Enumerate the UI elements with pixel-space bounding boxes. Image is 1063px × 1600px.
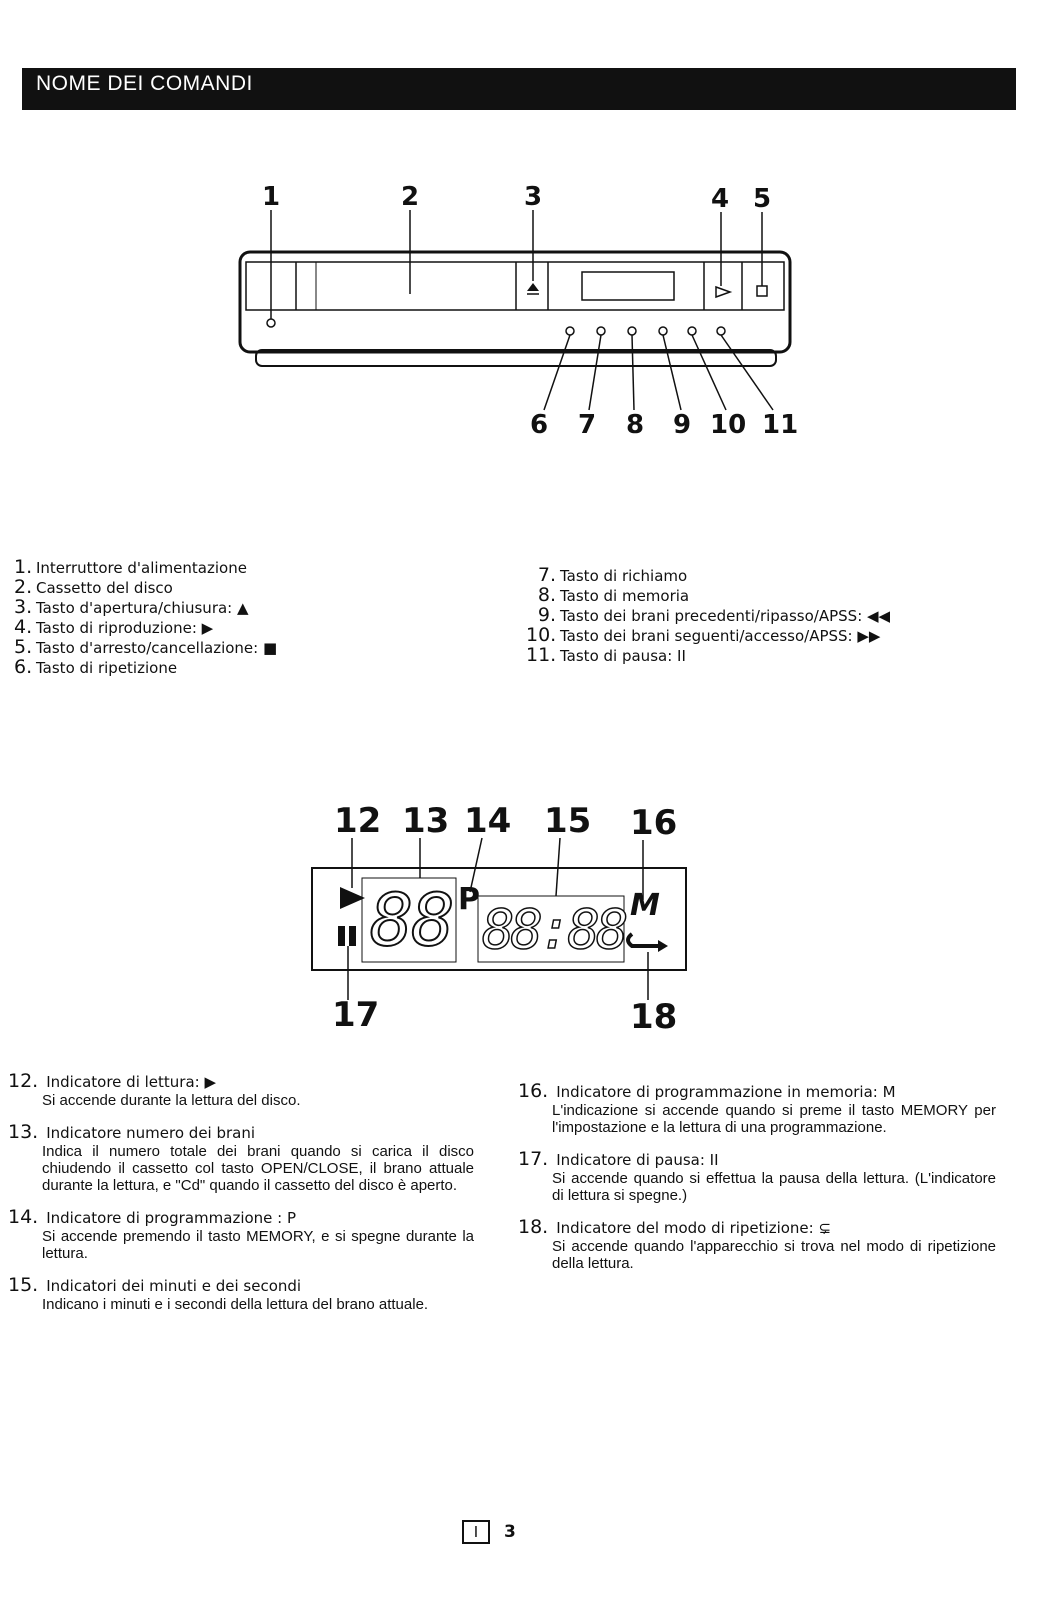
section-title: NOME DEI COMANDI bbox=[36, 72, 253, 95]
indicator-item: 13. Indicatore numero dei brani Indica il numero totale dei brani quando si carica il disco chiudendo il cassetto col tasto OPEN/CLOSE, il brano attuale durante la lettura, e "Cd" quando il cassetto del disco è aperto. bbox=[8, 1121, 474, 1194]
controls-list-right bbox=[526, 566, 890, 666]
callout-16: 16 bbox=[630, 803, 678, 843]
eject-symbol-icon bbox=[527, 283, 539, 291]
indicator-item: 17. Indicatore di pausa: II Si accende quando si effettua la pausa della lettura. (L'indicatore di lettura si spegne.) bbox=[518, 1148, 996, 1204]
callout-9: 9 bbox=[673, 410, 692, 440]
pause-indicator-bar-left bbox=[338, 926, 345, 946]
callout-13: 13 bbox=[402, 801, 450, 841]
list-item: 2. Cassetto del disco bbox=[14, 576, 173, 598]
callout-11: 11 bbox=[762, 410, 799, 440]
stop-symbol-icon bbox=[757, 286, 767, 296]
indicator-item: 12. Indicatore di lettura: ▶ Si accende durante la lettura del disco. bbox=[8, 1070, 301, 1109]
callout-18: 18 bbox=[630, 997, 678, 1037]
callout-7: 7 bbox=[578, 410, 597, 440]
page-number: 3 bbox=[504, 1522, 516, 1542]
callout-5: 5 bbox=[753, 184, 772, 214]
track-digits: 88 bbox=[370, 878, 453, 962]
power-switch-icon bbox=[267, 319, 275, 327]
list-item: 11. Tasto di pausa: II bbox=[526, 644, 686, 666]
callout-14: 14 bbox=[464, 801, 512, 841]
pause-indicator-bar-right bbox=[349, 926, 356, 946]
indicator-item: 16. Indicatore di programmazione in memoria: M L'indicazione si accende quando si preme il tasto MEMORY per l'impostazione e la lettura di una programmazione. bbox=[518, 1080, 996, 1136]
callout-4: 4 bbox=[711, 184, 730, 214]
callout-6: 6 bbox=[530, 410, 549, 440]
list-item: 10. Tasto dei brani seguenti/accesso/APSS: ▶▶ bbox=[526, 624, 881, 646]
list-item: 4. Tasto di riproduzione: ▶ bbox=[14, 616, 214, 638]
list-item: 6. Tasto di ripetizione bbox=[14, 656, 178, 678]
list-item: 7. Tasto di richiamo bbox=[537, 564, 688, 586]
list-item: 5. Tasto d'arresto/cancellazione: ■ bbox=[14, 636, 278, 658]
p-symbol: P bbox=[458, 882, 480, 917]
list-item: 9. Tasto dei brani precedenti/ripasso/APSS: ◀◀ bbox=[537, 604, 891, 626]
play-symbol-icon bbox=[716, 287, 730, 297]
indicator-item: 14. Indicatore di programmazione : P Si accende premendo il tasto MEMORY, e si spegne durante la lettura. bbox=[8, 1206, 474, 1262]
callout-12: 12 bbox=[334, 801, 382, 841]
callout-15: 15 bbox=[544, 801, 592, 841]
panel-small-buttons bbox=[566, 327, 725, 335]
controls-list-left bbox=[14, 558, 277, 678]
play-indicator-icon bbox=[340, 887, 365, 909]
list-item: 3. Tasto d'apertura/chiusura: ▲ bbox=[14, 596, 249, 618]
time-digits: 88:88 bbox=[482, 898, 625, 961]
bottom-leader-lines bbox=[544, 335, 773, 410]
indicator-item: 18. Indicatore del modo di ripetizione: ⊊ Si accende quando l'apparecchio si trova nel modo di ripetizione della lettura. bbox=[518, 1216, 996, 1272]
m-symbol: M bbox=[630, 888, 660, 923]
callout-1: 1 bbox=[262, 182, 281, 212]
indicator-descriptions-left bbox=[8, 1070, 474, 1325]
indicator-descriptions-right bbox=[518, 1080, 996, 1284]
callout-17: 17 bbox=[332, 995, 380, 1035]
list-item: 1. Interruttore d'alimentazione bbox=[14, 556, 247, 578]
callout-10: 10 bbox=[710, 410, 747, 440]
panel-display-window bbox=[582, 272, 674, 300]
repeat-indicator-icon bbox=[628, 934, 662, 946]
callout-3: 3 bbox=[524, 182, 543, 212]
cd-player-body bbox=[240, 252, 790, 352]
list-item: 8. Tasto di memoria bbox=[537, 584, 690, 606]
callout-8: 8 bbox=[626, 410, 645, 440]
indicator-item: 15. Indicatori dei minuti e dei secondi Indicano i minuti e i secondi della lettura del brano attuale. bbox=[8, 1274, 429, 1313]
callout-2: 2 bbox=[401, 182, 420, 212]
page-footer bbox=[462, 1520, 516, 1544]
language-box: I bbox=[462, 1520, 490, 1544]
